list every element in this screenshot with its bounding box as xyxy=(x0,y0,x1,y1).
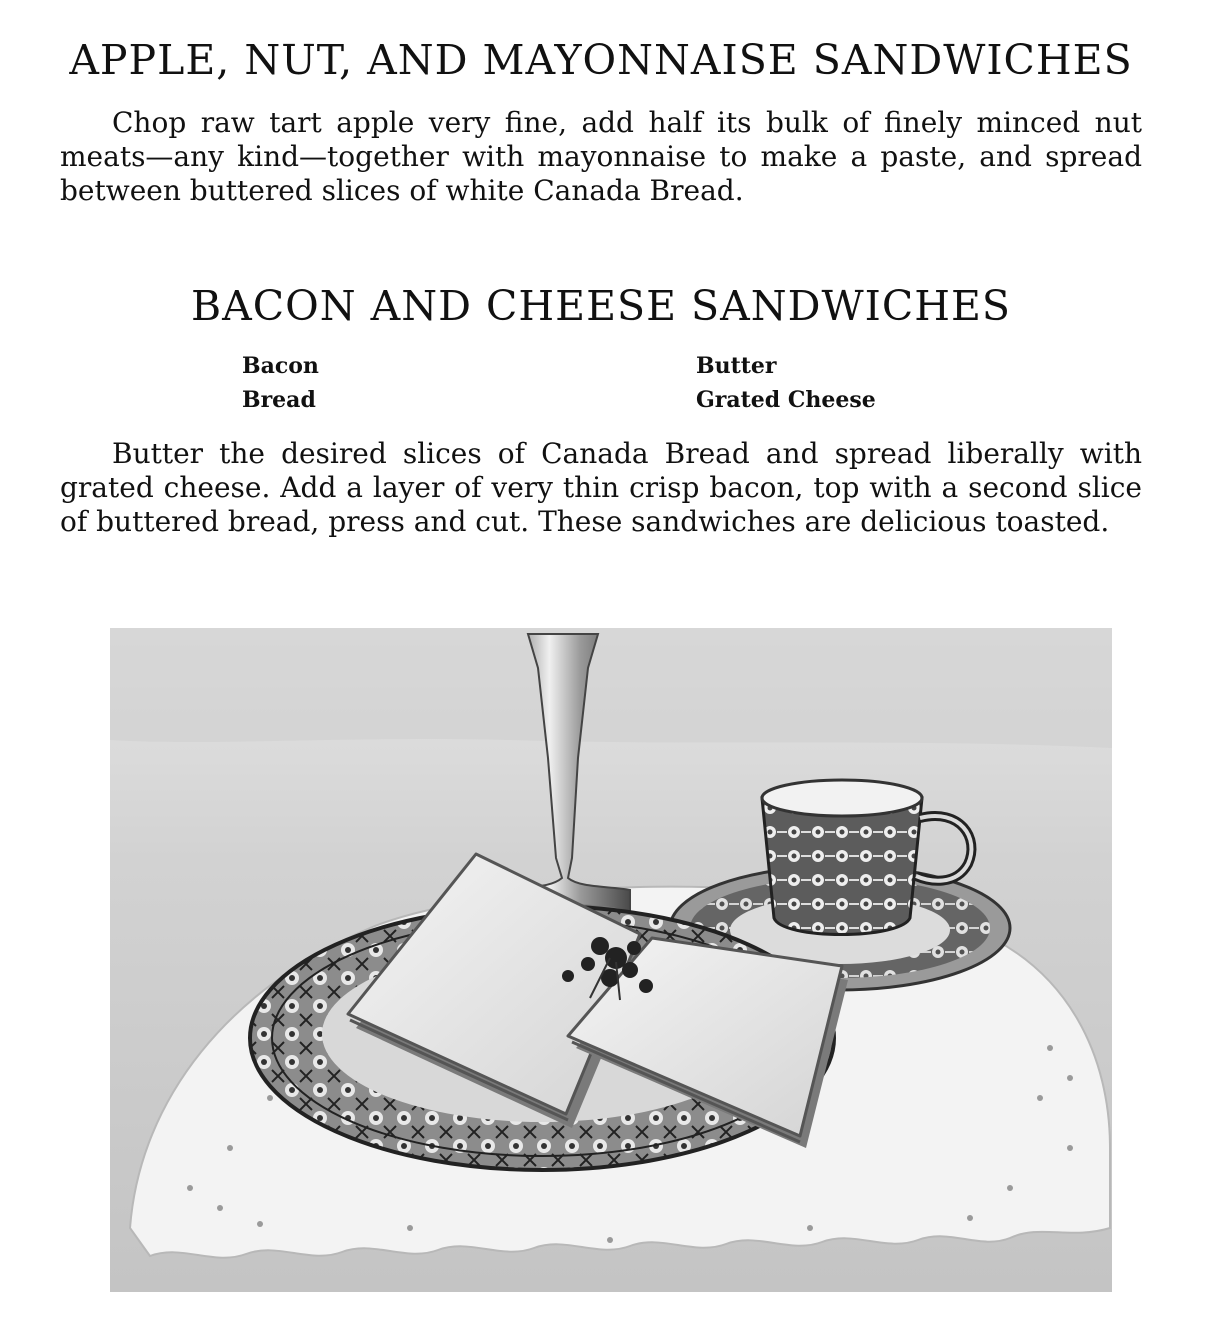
recipe-title-bacon-cheese: BACON AND CHEESE SANDWICHES xyxy=(191,282,1011,330)
ingredient-grated-cheese: Grated Cheese xyxy=(696,387,876,413)
recipe-method-apple-nut: Chop raw tart apple very fine, add half its bulk of finely minced nut meats—any kind—together with mayonnaise to make a paste, and spread between buttered slices of white Canada Bread. xyxy=(60,106,1142,207)
sandwich-illustration xyxy=(110,628,1112,1292)
ingredient-bread: Bread xyxy=(242,387,316,413)
recipe-title-apple-nut: APPLE, NUT, AND MAYONNAISE SANDWICHES xyxy=(69,36,1133,84)
ingredient-butter: Butter xyxy=(696,353,777,379)
recipe-method-bacon-cheese: Butter the desired slices of Canada Bread and spread liberally with grated cheese. Add a layer of very thin crisp bacon, top with a second slice of buttered bread, press and cut. These sandwiches are delicious toasted. xyxy=(60,437,1142,538)
ingredient-bacon: Bacon xyxy=(242,353,319,379)
